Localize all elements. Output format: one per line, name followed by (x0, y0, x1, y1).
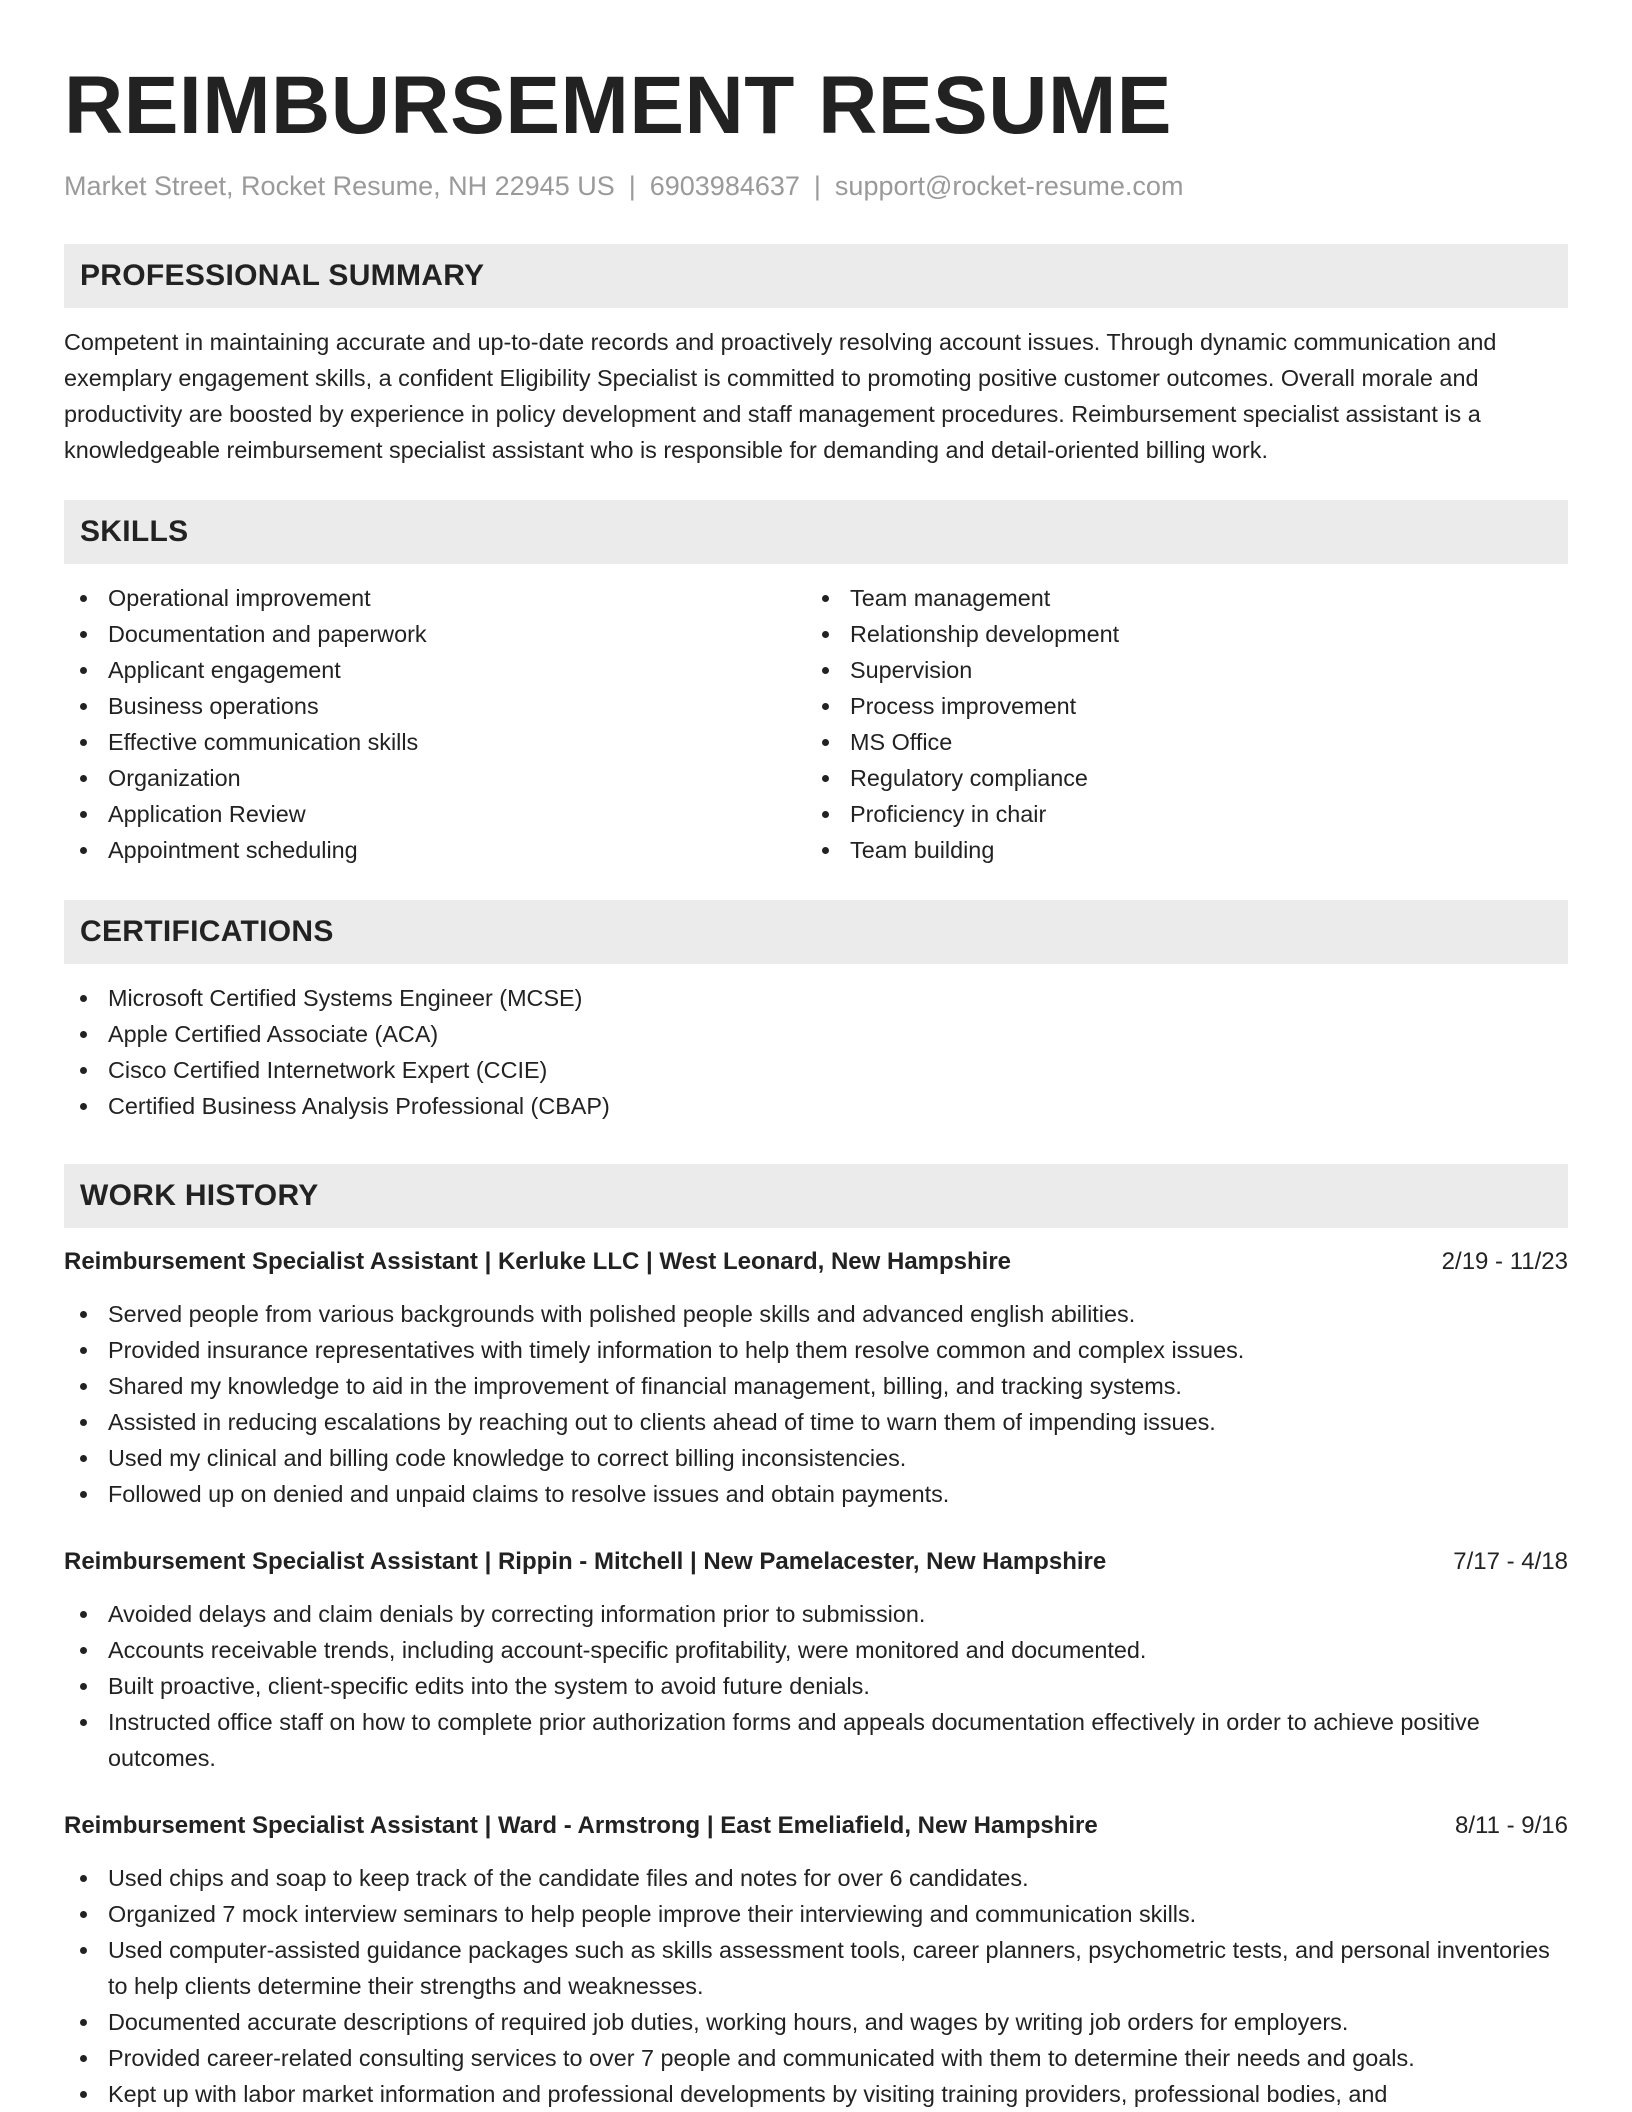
skills-right-list (806, 580, 1548, 868)
job-bullet: Followed up on denied and unpaid claims to resolve issues and obtain payments. (64, 1476, 1568, 1512)
job-title: Reimbursement Specialist Assistant | Kerluke LLC | West Leonard, New Hampshire (64, 1248, 1012, 1275)
job-dates: 2/19 - 11/23 (1441, 1248, 1568, 1275)
job-bullet: Kept up with labor market information and professional developments by visiting training providers, professional bodies, and (64, 2076, 1568, 2112)
job-heading-row (64, 1244, 1568, 1280)
job-bullet: Organized 7 mock interview seminars to help people improve their interviewing and communication skills. (64, 1896, 1568, 1932)
job-bullet: Used my clinical and billing code knowledge to correct billing inconsistencies. (64, 1440, 1568, 1476)
job-bullets (64, 1860, 1568, 2112)
certification-item: Cisco Certified Internetwork Expert (CCIE) (64, 1052, 1568, 1088)
job-bullet: Used chips and soap to keep track of the candidate files and notes for over 6 candidates. (64, 1860, 1568, 1896)
job-bullet: Served people from various backgrounds with polished people skills and advanced english abilities. (64, 1296, 1568, 1332)
skill-item: Team building (806, 832, 1548, 868)
job-heading-row (64, 1544, 1568, 1580)
job-bullet: Assisted in reducing escalations by reaching out to clients ahead of time to warn them of impending issues. (64, 1404, 1568, 1440)
certification-item: Microsoft Certified Systems Engineer (MCSE) (64, 980, 1568, 1016)
job-heading-row (64, 1808, 1568, 1844)
resume-name: REIMBURSEMENT RESUME (64, 60, 1172, 151)
job-bullet: Shared my knowledge to aid in the improvement of financial management, billing, and tracking systems. (64, 1368, 1568, 1404)
skill-item: Operational improvement (64, 580, 806, 616)
skill-item: Regulatory compliance (806, 760, 1548, 796)
resume-page (64, 0, 1568, 2112)
skill-item: Appointment scheduling (64, 832, 806, 868)
job-bullets (64, 1296, 1568, 1512)
job-bullet: Accounts receivable trends, including account-specific profitability, were monitored and documented. (64, 1632, 1568, 1668)
job-bullet: Used computer-assisted guidance packages such as skills assessment tools, career planners, psychometric tests, and personal inventories to help clients determine their strengths and weaknesses. (64, 1932, 1568, 2004)
contact-address: Market Street, Rocket Resume, NH 22945 US (64, 171, 615, 201)
certifications-section-header: CERTIFICATIONS (64, 900, 1568, 964)
job-entry (64, 1544, 1568, 1776)
job-bullet: Provided insurance representatives with timely information to help them resolve common and complex issues. (64, 1332, 1568, 1368)
summary-section-header: PROFESSIONAL SUMMARY (64, 244, 1568, 308)
job-entry (64, 1808, 1568, 2112)
job-title: Reimbursement Specialist Assistant | Rippin - Mitchell | New Pamelacester, New Hampshire (64, 1548, 1107, 1575)
skill-item: Supervision (806, 652, 1548, 688)
job-bullet: Provided career-related consulting services to over 7 people and communicated with them to determine their needs and goals. (64, 2040, 1568, 2076)
skill-item: Proficiency in chair (806, 796, 1548, 832)
skills-left-list (64, 580, 806, 868)
skill-item: Process improvement (806, 688, 1548, 724)
work-section-header: WORK HISTORY (64, 1164, 1568, 1228)
contact-phone: 6903984637 (649, 171, 800, 201)
skill-item: Effective communication skills (64, 724, 806, 760)
skill-item: Documentation and paperwork (64, 616, 806, 652)
contact-separator: | (813, 171, 821, 201)
skill-item: Business operations (64, 688, 806, 724)
certification-item: Apple Certified Associate (ACA) (64, 1016, 1568, 1052)
skills-section-header: SKILLS (64, 500, 1568, 564)
skill-item: Relationship development (806, 616, 1548, 652)
job-bullets (64, 1596, 1568, 1776)
skill-item: Applicant engagement (64, 652, 806, 688)
summary-text: Competent in maintaining accurate and up-to-date records and proactively resolving account issues. Through dynamic communication and exemplary engagement skills, a confident Eligibility Specialist is committed to promoting positive customer outcomes. Overall morale and productivity are boosted by experience in policy development and staff management procedures. Reimbursement specialist assistant is a knowledgeable reimbursement specialist assistant who is responsible for demanding and detail-oriented billing work. (64, 329, 1497, 463)
job-bullet: Documented accurate descriptions of required job duties, working hours, and wages by writing job orders for employers. (64, 2004, 1568, 2040)
certifications-list (64, 980, 1568, 1124)
skill-item: Team management (806, 580, 1548, 616)
job-bullet: Built proactive, client-specific edits into the system to avoid future denials. (64, 1668, 1568, 1704)
job-title: Reimbursement Specialist Assistant | Ward - Armstrong | East Emeliafield, New Hampshire (64, 1812, 1098, 1839)
contact-line (64, 168, 1568, 204)
certification-item: Certified Business Analysis Professional (CBAP) (64, 1088, 1568, 1124)
job-bullet: Avoided delays and claim denials by correcting information prior to submission. (64, 1596, 1568, 1632)
contact-separator: | (628, 171, 636, 201)
contact-email: support@rocket-resume.com (834, 171, 1184, 201)
skills-columns (64, 580, 1568, 868)
job-dates: 7/17 - 4/18 (1453, 1548, 1568, 1575)
job-dates: 8/11 - 9/16 (1455, 1812, 1568, 1839)
skill-item: Organization (64, 760, 806, 796)
skill-item: MS Office (806, 724, 1548, 760)
skill-item: Application Review (64, 796, 806, 832)
job-bullet: Instructed office staff on how to complete prior authorization forms and appeals documentation effectively in order to achieve positive outcomes. (64, 1704, 1568, 1776)
job-entry (64, 1244, 1568, 1512)
